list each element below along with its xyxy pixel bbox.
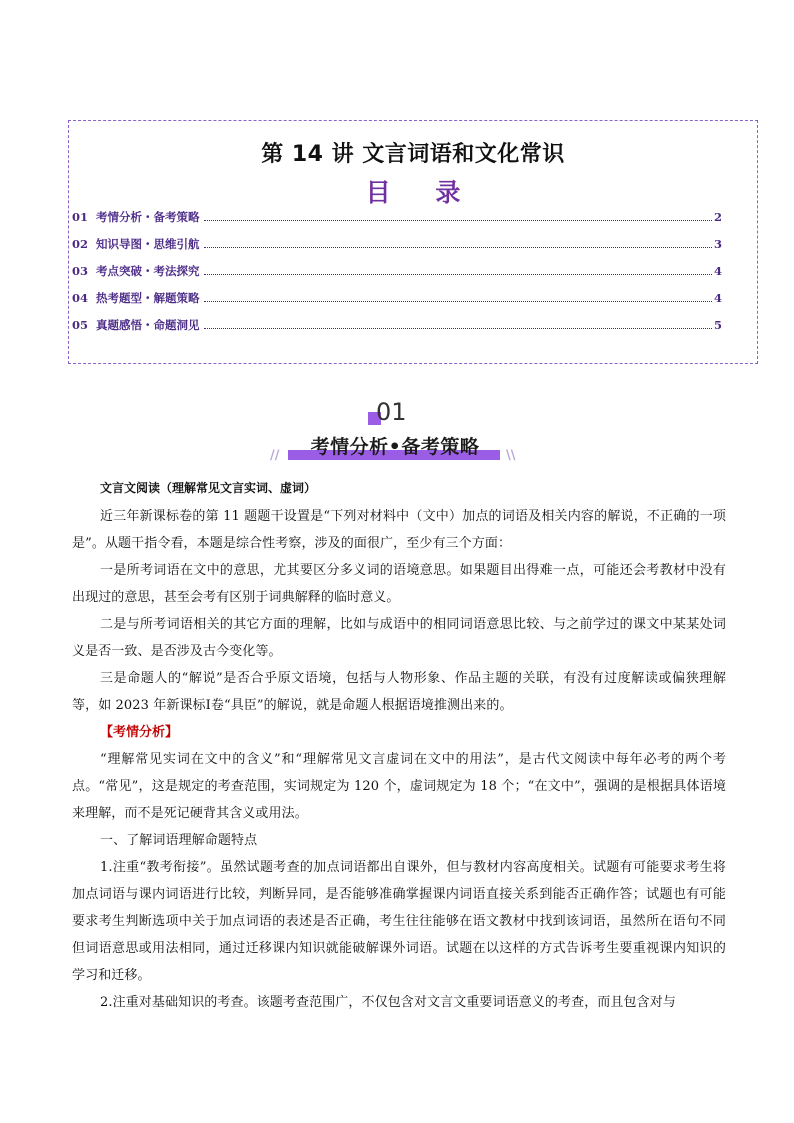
section-slash-right: \\	[506, 448, 516, 463]
toc-list	[72, 209, 722, 344]
toc-item-label: 真题感悟・命题洞见	[96, 318, 200, 332]
section-banner	[270, 400, 520, 466]
body-paragraph: 三是命题人的“解说”是否合乎原文语境，包括与人物形象、作品主题的关联，有没有过度解读或偏狭理解等，如 2023 年新课标Ⅰ卷“具臣”的解说，就是命题人根据语境推测出来的。	[72, 671, 726, 713]
body-paragraph: 1.注重“教考衔接”。虽然试题考查的加点词语都出自课外，但与教材内容高度相关。试题有可能要求考生将加点词语与课内词语进行比较，判断异同，是否能够准确掌握课内词语直接关系到能否正确作答；试题也有可能要求考生判断选项中关于加点词语的表述是否正确，考生往往能够在语文教材中找到该词语，虽然所在语句不同但词语意思或用法相同，通过迁移课内知识就能破解课外词语。试题在以这样的方式告诉考生要重视课内知识的学习和迁移。	[72, 860, 726, 983]
toc-leader-dots	[204, 274, 713, 275]
body-subheading: 文言文阅读（理解常见文言实词、虚词）	[100, 481, 317, 495]
body-paragraph: 二是与所考词语相关的其它方面的理解，比如与成语中的相同词语意思比较、与之前学过的课文中某某处词义是否一致、是否涉及古今变化等。	[72, 617, 726, 659]
toc-leader-dots	[204, 328, 713, 329]
toc-item-1[interactable]	[72, 209, 722, 236]
section-number: 01	[376, 398, 407, 426]
toc-item-page: 3	[714, 237, 723, 251]
document-title: 第 14 讲 文言词语和文化常识	[261, 142, 565, 167]
toc-leader-dots	[204, 247, 713, 248]
toc-item-number: 02	[72, 237, 89, 251]
toc-item-number: 04	[72, 291, 89, 305]
table-of-contents-box	[68, 120, 758, 364]
toc-leader-dots	[204, 301, 713, 302]
toc-item-page: 4	[714, 264, 723, 278]
toc-item-page: 4	[714, 291, 723, 305]
toc-item-5[interactable]	[72, 317, 722, 344]
toc-item-page: 5	[714, 318, 723, 332]
analysis-tag: 【考情分析】	[100, 725, 179, 740]
toc-item-3[interactable]	[72, 263, 722, 290]
toc-item-number: 05	[72, 318, 89, 332]
toc-item-2[interactable]	[72, 236, 722, 263]
body-paragraph: 一、了解词语理解命题特点	[100, 833, 258, 848]
body-paragraph: 近三年新课标卷的第 11 题题干设置是“下列对材料中（文中）加点的词语及相关内容的解说，不正确的一项是”。从题干指令看，本题是综合性考察，涉及的面很广，至少有三个方面：	[72, 509, 726, 551]
toc-heading: 目 录	[365, 178, 479, 207]
toc-item-label: 考情分析・备考策略	[96, 210, 200, 224]
body-paragraph: 2.注重对基础知识的考查。该题考查范围广，不仅包含对文言文重要词语意义的考查，而且包含对与	[100, 995, 676, 1010]
toc-item-label: 考点突破・考法探究	[96, 264, 200, 278]
body-content	[72, 478, 726, 1016]
toc-item-label: 热考题型・解题策略	[96, 291, 200, 305]
toc-item-number: 01	[72, 210, 89, 224]
body-paragraph: “理解常见实词在文中的含义”和“理解常见文言虚词在文中的用法”，是古代文阅读中每年必考的两个考点。“常见”，这是规定的考查范围，实词规定为 120 个，虚词规定为 18 个；“在文中”，强调的是根据具体语境来理解，而不是死记硬背其含义或用法。	[72, 752, 726, 821]
toc-item-4[interactable]	[72, 290, 722, 317]
toc-item-number: 03	[72, 264, 89, 278]
body-paragraph: 一是所考词语在文中的意思，尤其要区分多义词的语境意思。如果题目出得难一点，可能还会考教材中没有出现过的意思，甚至会考有区别于词典解释的临时意义。	[72, 563, 726, 605]
toc-item-page: 2	[714, 210, 723, 224]
toc-item-label: 知识导图・思维引航	[96, 237, 200, 251]
toc-leader-dots	[204, 220, 713, 221]
section-title: 考情分析•备考策略	[310, 436, 480, 458]
section-slash-left: //	[270, 448, 280, 463]
